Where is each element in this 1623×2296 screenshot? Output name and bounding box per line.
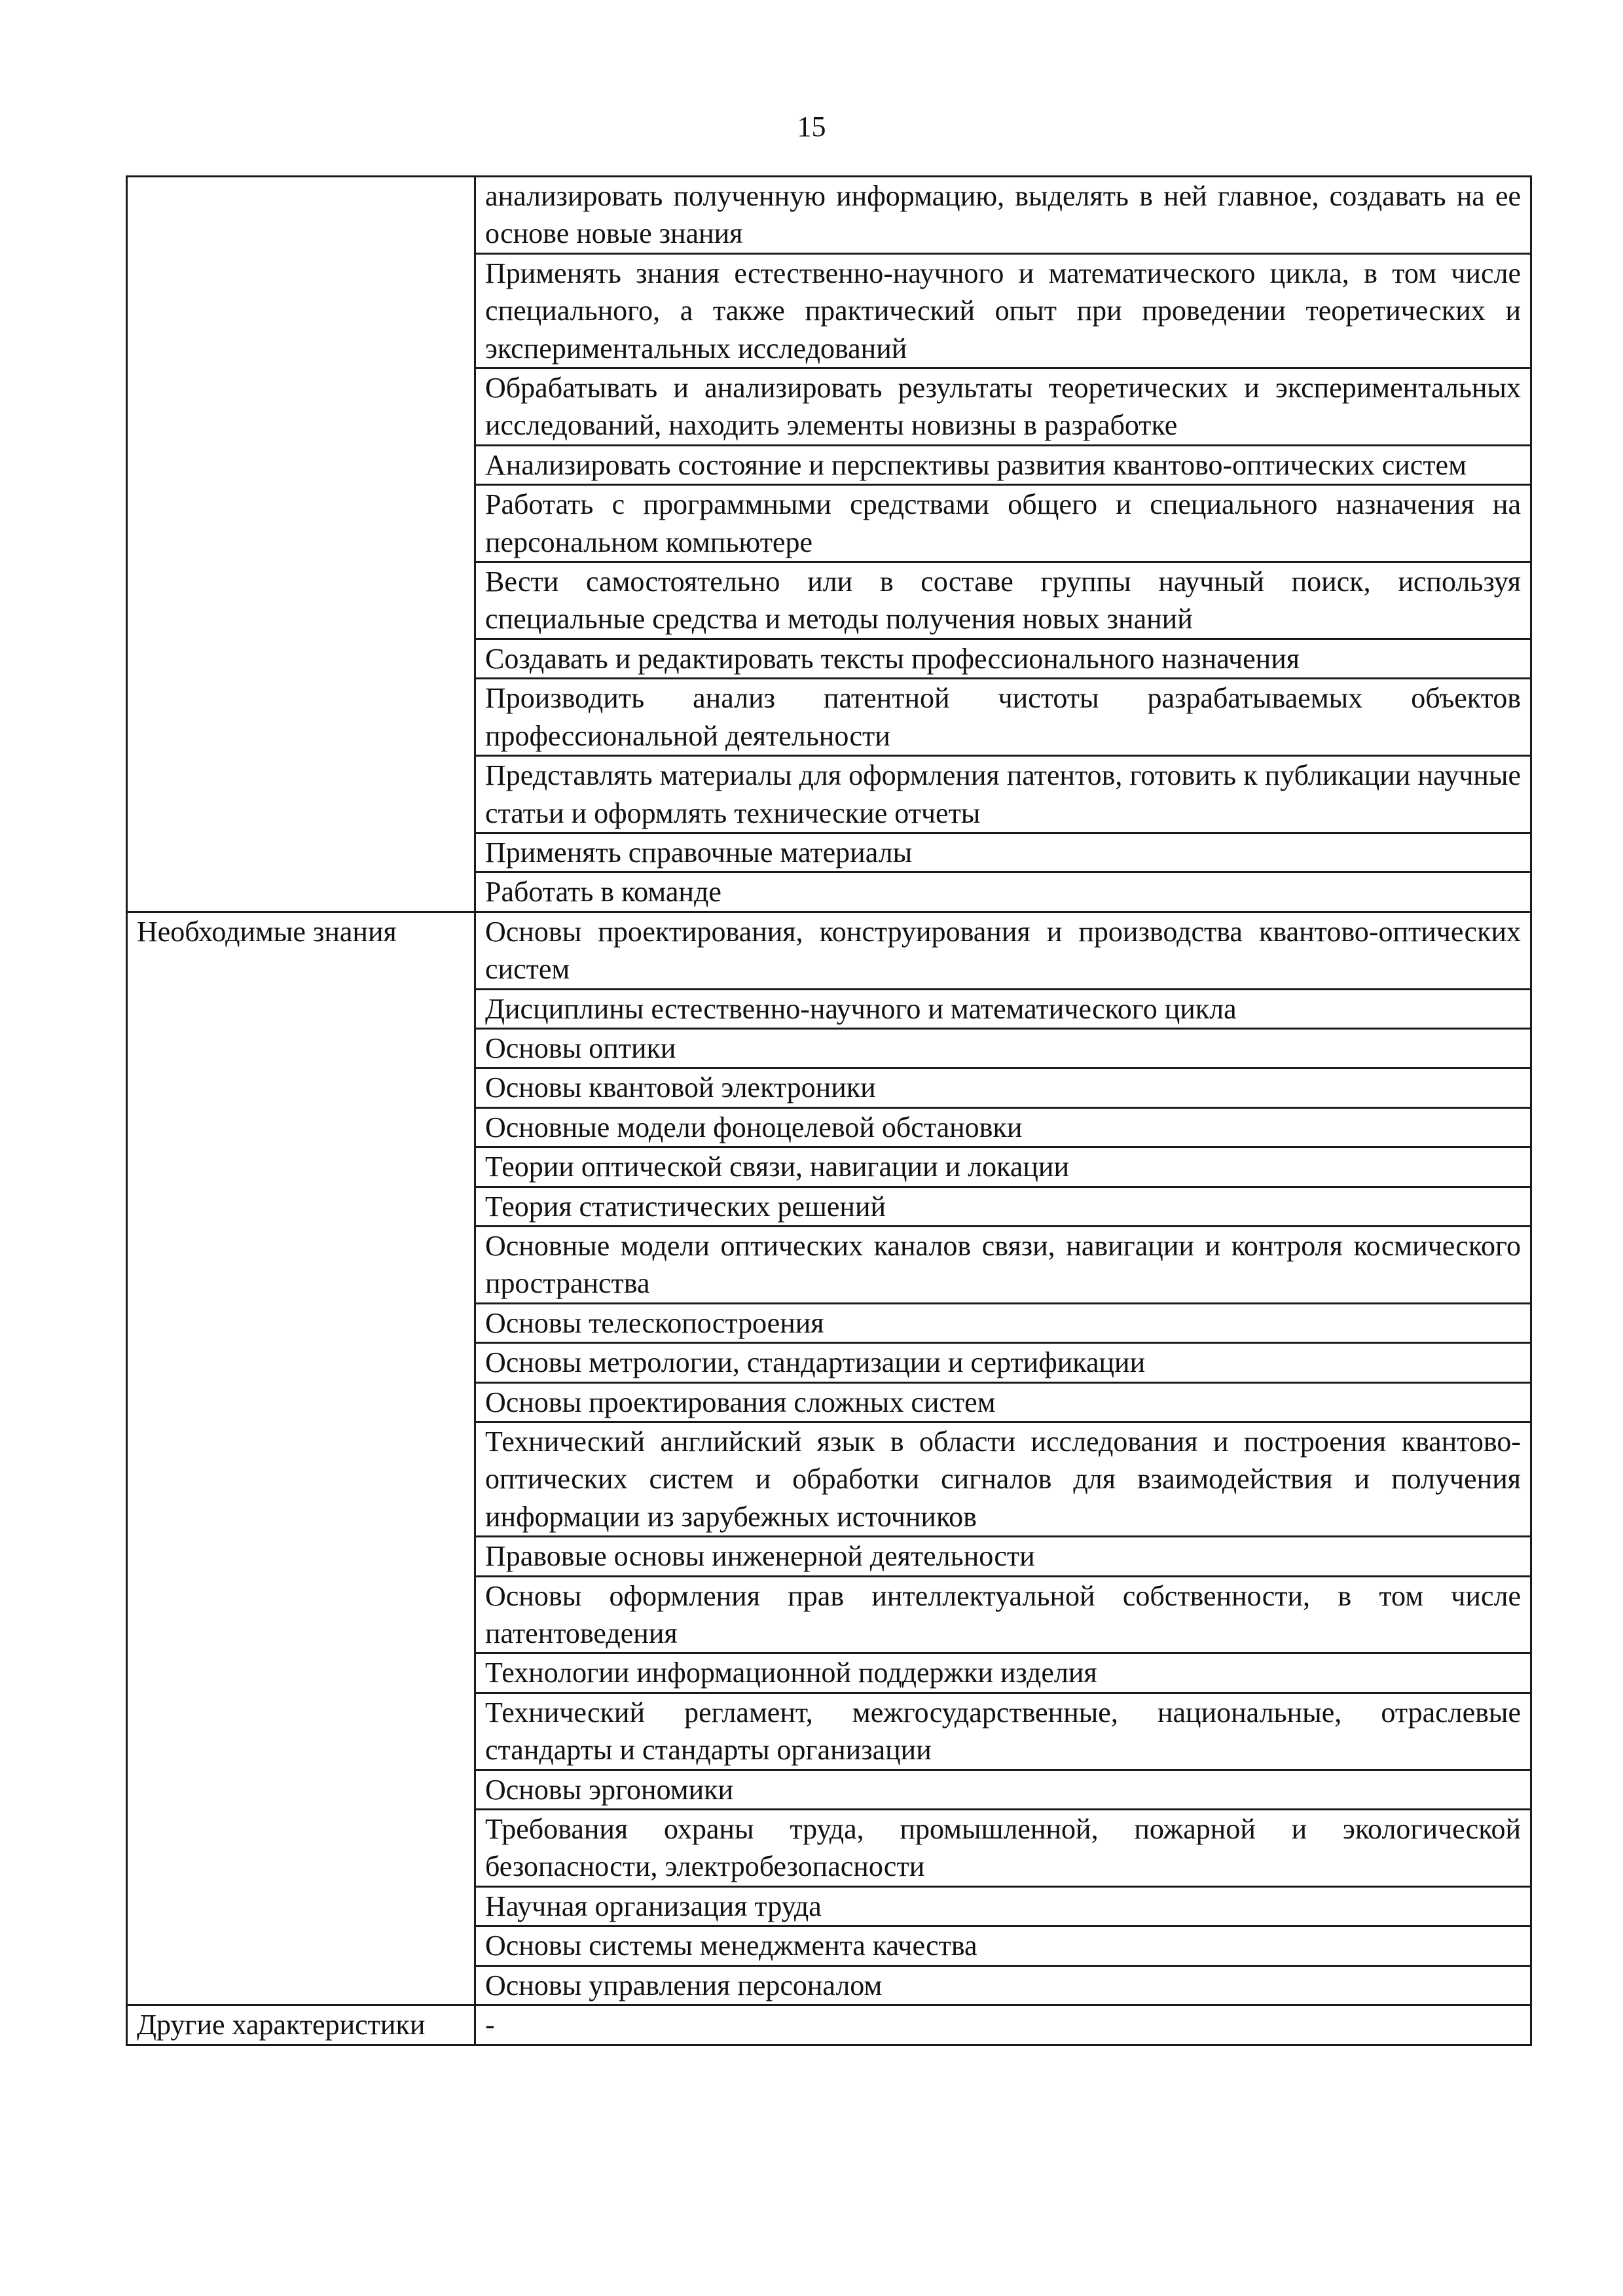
requirements-table	[126, 175, 1532, 2046]
item-cell	[475, 1107, 1531, 1147]
item-cell	[475, 1028, 1531, 1067]
item-cell	[475, 368, 1531, 446]
item-text: Работать в команде	[485, 876, 721, 908]
item-text: Применять знания естественно-научного и математического цикла, в том числе специального, а также практический опыт при проведении теоретических и экспериментальных исследований	[485, 257, 1521, 365]
item-text: Основы оформления прав интеллектуальной собственности, в том числе патентоведения	[485, 1579, 1521, 1650]
section-label: Необходимые знания	[137, 915, 397, 948]
item-cell	[475, 989, 1531, 1028]
section-label-cell	[127, 177, 475, 912]
page-number: 15	[797, 111, 826, 143]
item-cell	[475, 485, 1531, 562]
item-cell	[475, 872, 1531, 912]
item-text: Основы управления персоналом	[485, 1969, 883, 2001]
item-cell	[475, 1810, 1531, 1887]
item-cell	[475, 1886, 1531, 1926]
item-text: Основы проектирования сложных систем	[485, 1386, 996, 1418]
item-cell	[475, 1770, 1531, 1809]
item-cell	[475, 639, 1531, 678]
section-label-cell	[127, 2005, 475, 2045]
item-cell	[475, 253, 1531, 368]
item-text: Технологии информационной поддержки изделия	[485, 1657, 1097, 1689]
item-cell	[475, 1693, 1531, 1770]
item-cell	[475, 1147, 1531, 1187]
item-cell	[475, 1382, 1531, 1422]
item-text: Дисциплины естественно-научного и математического цикла	[485, 992, 1237, 1025]
item-cell	[475, 1068, 1531, 1107]
item-text: Основы эргономики	[485, 1773, 734, 1806]
item-cell	[475, 177, 1531, 254]
table-row	[127, 177, 1531, 254]
item-cell	[475, 1965, 1531, 2005]
item-text: Требования охраны труда, промышленной, пожарной и экологической безопасности, электробезопасности	[485, 1813, 1521, 1883]
item-cell	[475, 1303, 1531, 1342]
item-text: Создавать и редактировать тексты профессионального назначения	[485, 642, 1300, 675]
item-text: Применять справочные материалы	[485, 836, 913, 869]
item-cell	[475, 1537, 1531, 1576]
section-label-cell	[127, 912, 475, 2005]
item-cell	[475, 1576, 1531, 1653]
item-text: Теории оптической связи, навигации и локации	[485, 1151, 1070, 1183]
table-body	[127, 177, 1531, 2045]
item-text: Вести самостоятельно или в составе группы научный поиск, используя специальные средства и методы получения новых знаний	[485, 565, 1521, 636]
item-text: Основные модели фоноцелевой обстановки	[485, 1111, 1023, 1143]
section-label: Другие характеристики	[137, 2009, 426, 2041]
item-text: -	[485, 2009, 495, 2041]
item-cell	[475, 679, 1531, 756]
table-row	[127, 2005, 1531, 2045]
item-text: Основы оптики	[485, 1031, 676, 1064]
item-text: анализировать полученную информацию, выделять в ней главное, создавать на ее основе новые знания	[485, 180, 1521, 250]
item-text: Основные модели оптических каналов связи, навигации и контроля космического пространства	[485, 1229, 1521, 1300]
item-cell	[475, 1653, 1531, 1693]
item-text: Технический английский язык в области исследования и построения квантово-оптических систем и обработки сигналов для взаимодействия и получения информации из зарубежных источников	[485, 1426, 1521, 1533]
item-text: Представлять материалы для оформления патентов, готовить к публикации научные статьи и оформлять технические отчеты	[485, 759, 1521, 829]
item-cell	[475, 756, 1531, 833]
item-text: Основы метрологии, стандартизации и сертификации	[485, 1346, 1146, 1379]
item-cell	[475, 1226, 1531, 1303]
item-text: Анализировать состояние и перспективы развития квантово-оптических систем	[485, 448, 1467, 481]
item-cell	[475, 1343, 1531, 1382]
item-cell	[475, 562, 1531, 639]
item-text: Основы телескопостроения	[485, 1306, 824, 1339]
item-cell	[475, 2005, 1531, 2045]
item-text: Основы проектирования, конструирования и производства квантово-оптических систем	[485, 915, 1521, 986]
item-text: Работать с программными средствами общего и специального назначения на персональном компьютере	[485, 488, 1521, 558]
item-cell	[475, 912, 1531, 989]
item-text: Теория статистических решений	[485, 1190, 886, 1223]
item-text: Технический регламент, межгосударственные, национальные, отраслевые стандарты и стандарты организации	[485, 1696, 1521, 1767]
item-cell	[475, 833, 1531, 872]
item-cell	[475, 1187, 1531, 1226]
item-text: Обрабатывать и анализировать результаты теоретических и экспериментальных исследований, находить элементы новизны в разработке	[485, 372, 1521, 442]
item-text: Основы квантовой электроники	[485, 1071, 876, 1104]
table-row	[127, 912, 1531, 989]
item-text: Основы системы менеджмента качества	[485, 1929, 977, 1962]
item-cell	[475, 445, 1531, 484]
item-cell	[475, 1422, 1531, 1537]
item-cell	[475, 1926, 1531, 1965]
item-text: Производить анализ патентной чистоты разрабатываемых объектов профессиональной деятельности	[485, 682, 1521, 752]
item-text: Научная организация труда	[485, 1890, 822, 1922]
item-text: Правовые основы инженерной деятельности	[485, 1540, 1035, 1573]
